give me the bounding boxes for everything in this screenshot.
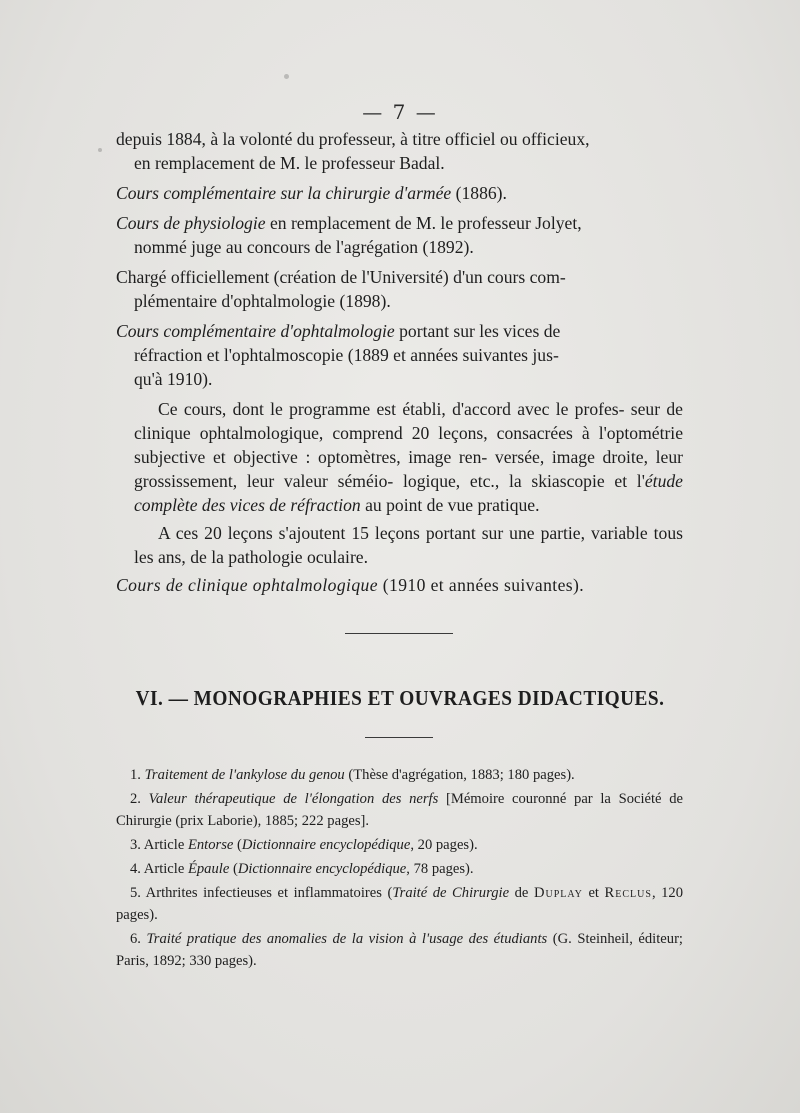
section-divider-bottom — [365, 737, 433, 738]
publication-details: , 78 pages). — [406, 861, 474, 877]
publication-title: Valeur thérapeutique de l'élongation des nerfs — [148, 791, 439, 807]
paragraph-italic: étude complète des vices de réfraction — [134, 471, 683, 515]
entry-ophtalmologie — [116, 319, 683, 391]
item-number: 2. — [130, 791, 141, 807]
publication-title: Épaule — [187, 861, 230, 877]
publication-sep: de — [509, 885, 534, 901]
entry-text: portant sur les vices de — [394, 321, 561, 341]
publication-source: Dictionnaire encyclopédique — [237, 861, 407, 877]
publication-title: Entorse — [187, 837, 234, 853]
entry-clinique — [116, 573, 683, 597]
publication-prefix: Article — [140, 837, 188, 853]
section-heading: VI. — MONOGRAPHIES ET OUVRAGES DIDACTIQUES. — [135, 686, 665, 710]
page-number: — 7 — — [362, 100, 438, 124]
publication-source: Traité de Chirurgie — [392, 885, 510, 901]
paragraph-line: A ces 20 leçons s'ajoutent 15 leçons portant sur une partie, — [158, 523, 586, 543]
paragraph-line: seur de clinique ophtalmologique, comprend 20 leçons, consacrées — [134, 399, 683, 443]
entry-text: (1910 et années suivantes). — [377, 575, 585, 595]
entry-charge-officiel — [116, 265, 683, 313]
section-divider-top — [345, 633, 453, 634]
paragraph-line: à l'optométrie subjective et objective : optomètres, image ren- — [134, 423, 684, 467]
publication-item — [116, 928, 683, 972]
publication-details-cont: éditeur; Paris, 1892; 330 pages). — [116, 931, 683, 969]
publication-prefix: Article — [140, 861, 188, 877]
publication-item — [116, 858, 683, 880]
entry-continuation-line: réfraction et l'ophtalmoscopie (1889 et années suivantes jus- — [134, 345, 559, 365]
teaching-list — [116, 127, 683, 603]
publication-details: , 120 pages). — [116, 885, 684, 923]
paragraph-line: Ce cours, dont le programme est établi, d'accord avec le profes- — [158, 399, 625, 419]
publication-item — [116, 834, 683, 856]
item-number: 5. — [130, 885, 141, 901]
entry-continuation-line: en remplacement de M. le professeur Badal. — [134, 153, 445, 173]
publications-list — [116, 764, 683, 974]
entry-physiologie — [116, 211, 683, 259]
entry-text: Chargé officiellement (création de l'Université) d'un cours com- — [116, 267, 566, 287]
ink-speck — [98, 148, 102, 152]
entry-continuation-line: nommé juge au concours de l'agrégation (1892). — [134, 237, 474, 257]
author-name: Reclus — [604, 885, 652, 901]
publication-item — [116, 882, 683, 926]
entry-title: Cours complémentaire sur la chirurgie d'armée — [116, 183, 452, 203]
paragraph-line: versée, image droite, leur grossissement, leur valeur séméio- — [134, 447, 684, 491]
entry-title: Cours de physiologie — [116, 213, 266, 233]
course-description-paragraph — [134, 397, 683, 517]
publication-item — [116, 788, 683, 832]
publication-details: (G. Steinheil, — [547, 931, 633, 947]
publication-details: , 20 pages). — [410, 837, 478, 853]
paragraph-line: variable tous les ans, de la pathologie oculaire. — [134, 523, 683, 567]
item-number: 6. — [130, 931, 141, 947]
item-number: 1. — [130, 767, 141, 783]
item-number: 3. — [130, 837, 141, 853]
entry-continuation-line: qu'à 1910). — [134, 369, 213, 389]
entry-title: Cours complémentaire d'ophtalmologie — [116, 321, 395, 341]
ink-speck — [284, 74, 289, 79]
publication-source: Dictionnaire encyclopédique — [241, 837, 411, 853]
paragraph-line: au point de vue pratique. — [365, 495, 540, 515]
entry-chirurgie-armee — [116, 181, 683, 205]
publication-title: Traitement de l'ankylose du genou — [144, 767, 345, 783]
item-number: 4. — [130, 861, 141, 877]
entry-title: Cours de clinique ophtalmologique — [116, 575, 378, 595]
paragraph-line: logique, etc., la skiascopie et l' — [403, 471, 645, 491]
additional-lessons-paragraph — [134, 521, 683, 569]
publication-details: [Mémoire couronné par la Société — [438, 791, 662, 807]
publication-sep: ( — [233, 837, 242, 853]
author-name: Duplay — [533, 885, 583, 901]
publication-details: (Thèse d'agrégation, 1883; 180 pages). — [344, 767, 575, 783]
publication-sep: ( — [229, 861, 238, 877]
publication-item — [116, 764, 683, 786]
entry-continuation: depuis 1884, à la volonté du professeur, à titre officiel ou officieux, — [116, 129, 590, 149]
publication-title: Traité pratique des anomalies de la vision à l'usage des étudiants — [146, 931, 548, 947]
publication-prefix: Arthrites infectieuses et inflammatoires ( — [140, 885, 393, 901]
entry-continuation-line: plémentaire d'ophtalmologie (1898). — [134, 291, 391, 311]
publication-cont-prefix: et — [588, 885, 605, 901]
entry-text: (1886). — [451, 183, 507, 203]
publication-details-cont: de Chirurgie (prix Laborie), 1885; 222 pages]. — [116, 791, 684, 829]
entry-text: en remplacement de M. le professeur Jolyet, — [265, 213, 582, 233]
